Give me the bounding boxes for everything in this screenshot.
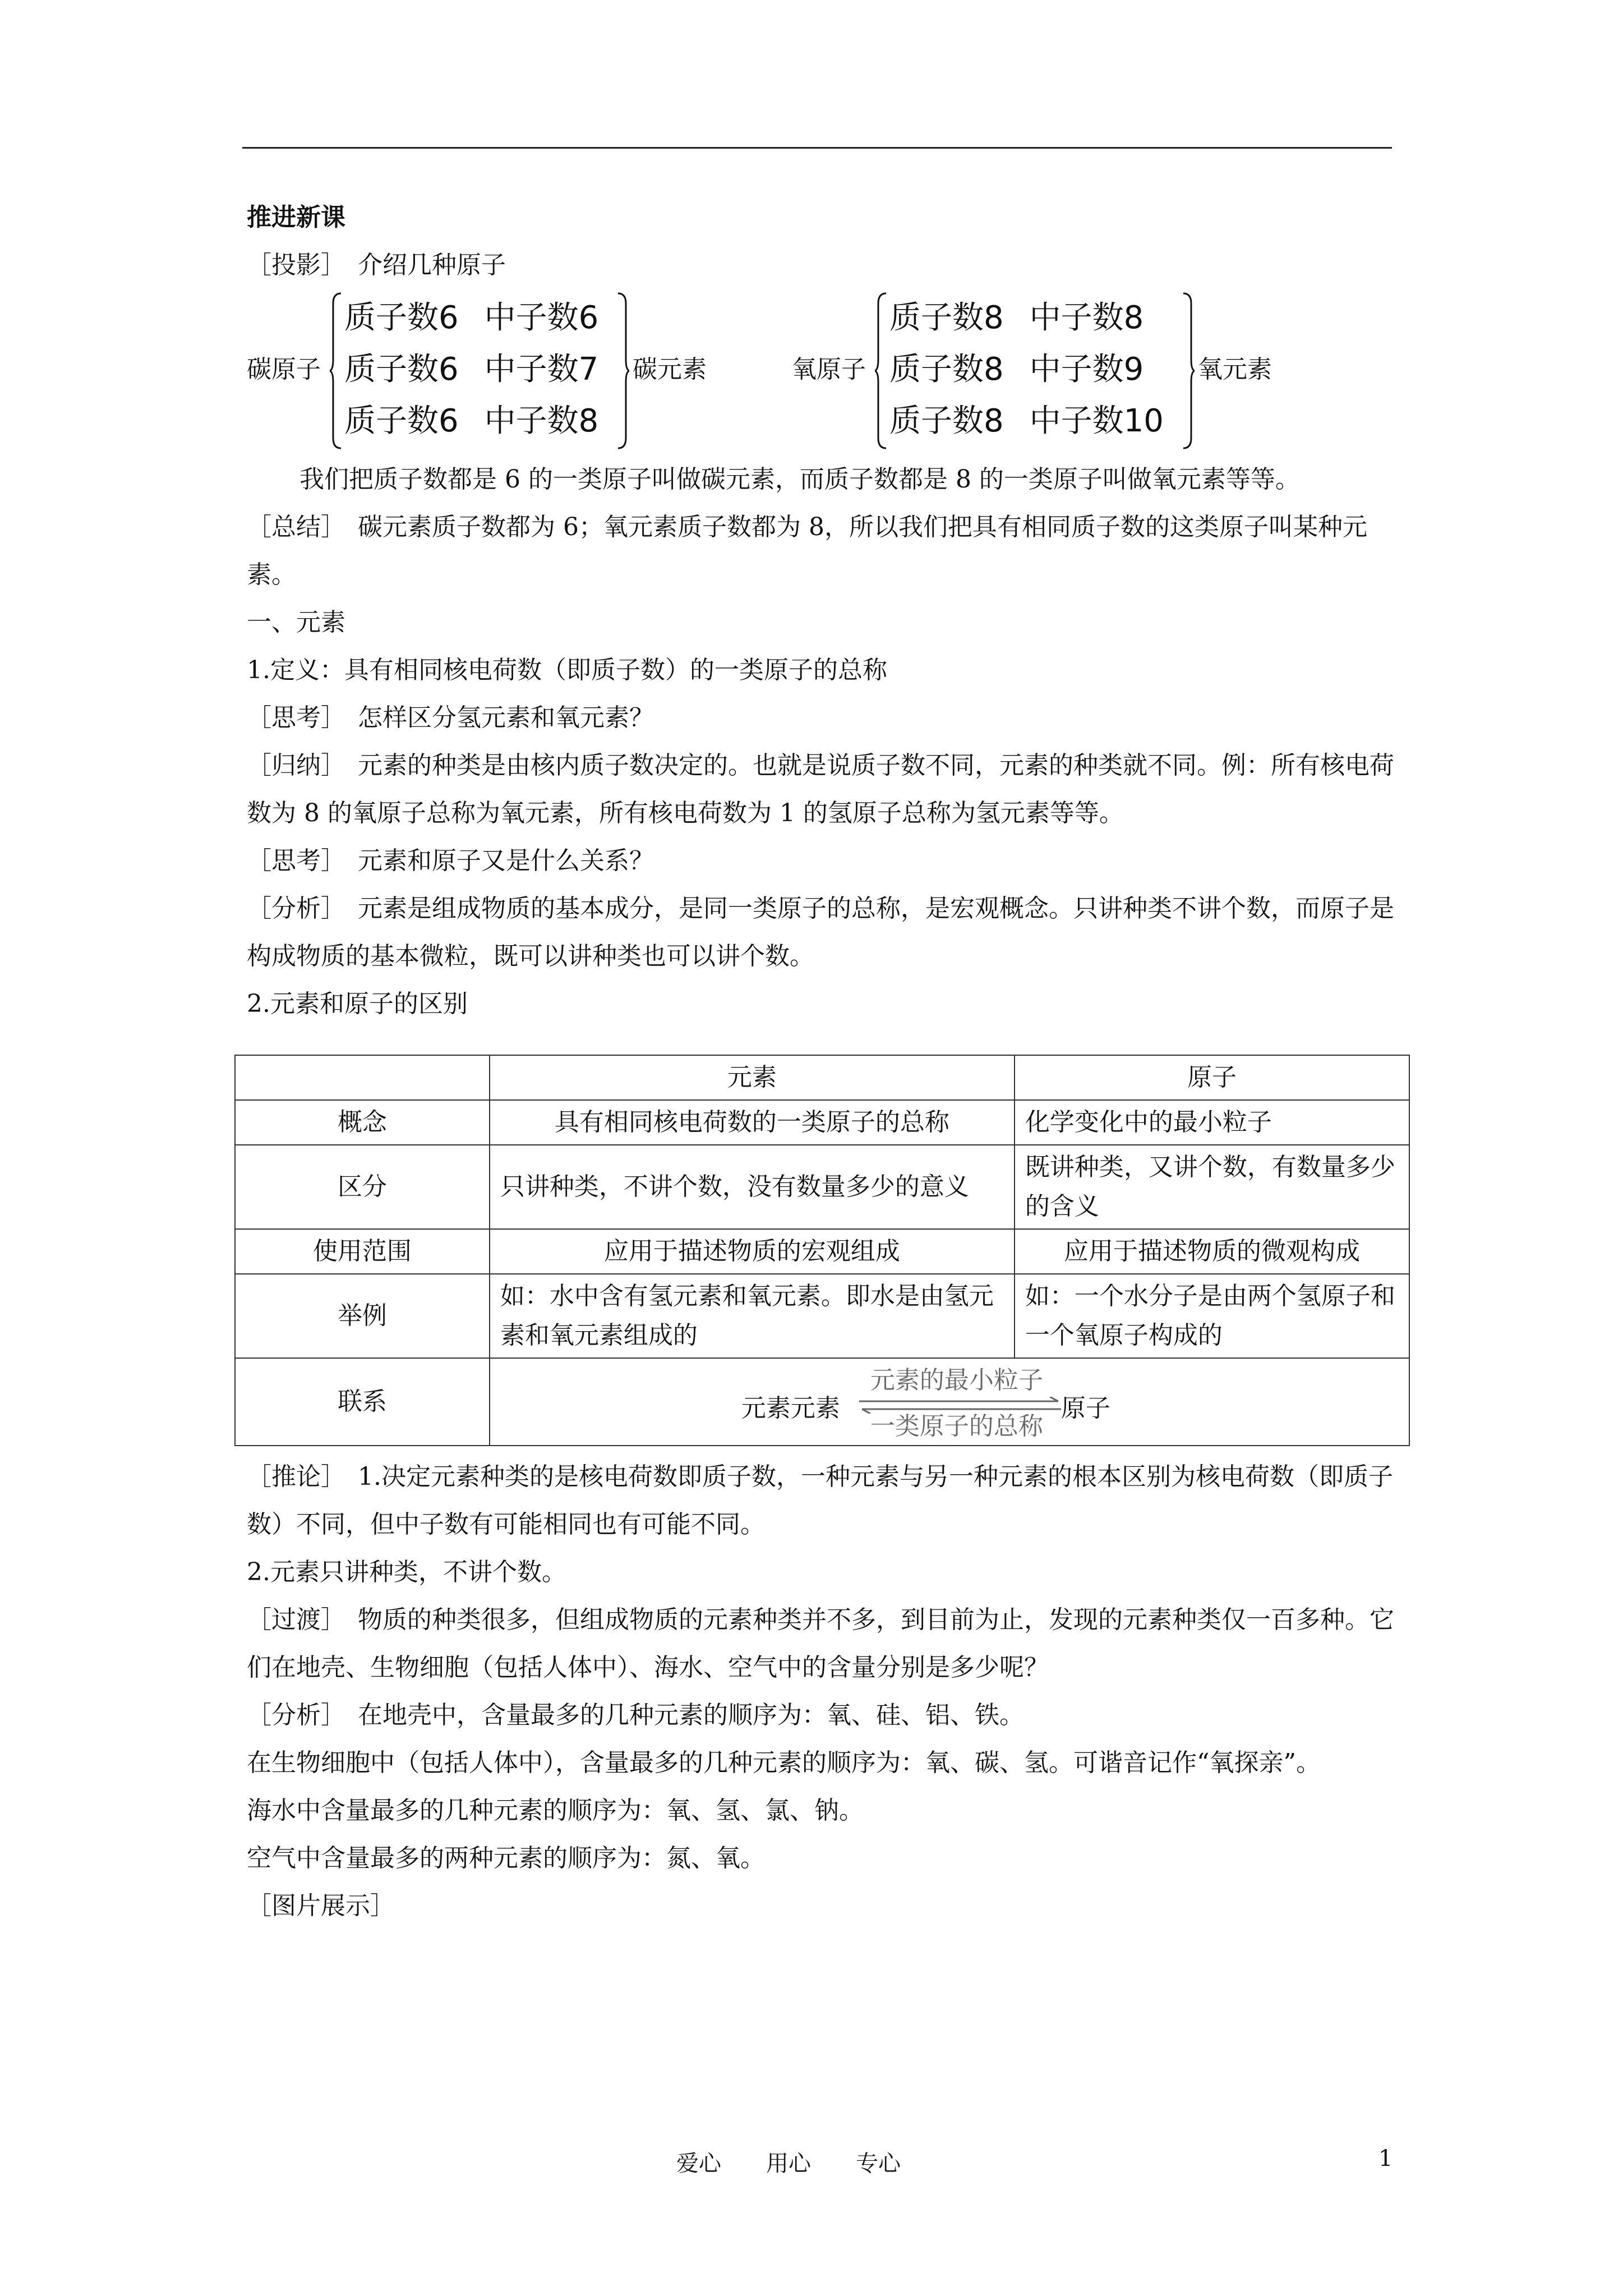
oxygen-rows	[889, 292, 1164, 447]
table-row	[235, 1100, 1409, 1145]
table-cell: 只讲种类，不讲个数，没有数量多少的意义	[490, 1145, 1015, 1229]
relation-left-label: 元素元素	[741, 1394, 840, 1423]
comparison-table	[234, 1055, 1410, 1446]
table-cell: 如：一个水分子是由两个氢原子和一个氧原子构成的	[1015, 1274, 1409, 1358]
oxygen-atom-label: 氧原子	[792, 355, 866, 384]
oxygen-element-label: 氧元素	[1198, 355, 1272, 384]
carbon-row: 质子数6 中子数8	[344, 403, 599, 439]
difference-title: 2.元素和原子的区别	[247, 990, 468, 1018]
section-heading: 一、元素	[247, 608, 345, 637]
table-row-label: 举例	[235, 1274, 490, 1358]
oxygen-row: 质子数8 中子数8	[889, 300, 1144, 336]
after-table-content	[247, 1453, 1402, 1930]
air-line: 空气中含量最多的两种元素的顺序为：氮、氧。	[247, 1844, 765, 1872]
table-row	[235, 1229, 1409, 1274]
table-cell: 应用于描述物质的宏观组成	[490, 1229, 1015, 1274]
paragraph: 我们把质子数都是 6 的一类原子叫做碳元素，而质子数都是 8 的一类原子叫做氧元素等等。	[299, 465, 1300, 494]
oxygen-left-brace	[875, 292, 887, 449]
table-cell: 化学变化中的最小粒子	[1015, 1100, 1409, 1145]
table-header-cell	[235, 1055, 490, 1100]
table-row-label: 联系	[235, 1358, 490, 1446]
carbon-right-brace	[617, 292, 629, 449]
carbon-left-brace	[330, 292, 342, 449]
table-cell: 应用于描述物质的微观构成	[1015, 1229, 1409, 1274]
relation-diagram	[500, 1361, 1399, 1443]
carbon-atom-label: 碳原子	[247, 355, 321, 384]
picture-label: ［图片展示］	[247, 1892, 395, 1920]
table-row	[235, 1274, 1409, 1358]
table-cell: 如：水中含有氢元素和氧元素。即水是由氢元素和氧元素组成的	[490, 1274, 1015, 1358]
analysis-line: ［分析］ 在地壳中，含量最多的几种元素的顺序为：氧、硅、铝、铁。	[247, 1701, 1024, 1729]
summary-paragraph: ［总结］ 碳元素质子数都为 6；氧元素质子数都为 8，所以我们把具有相同质子数的这类原子叫某种元素。	[247, 513, 1367, 589]
projection-line: ［投影］ 介绍几种原子	[247, 251, 506, 279]
carbon-row: 质子数6 中子数6	[344, 300, 599, 336]
carbon-element-label: 碳元素	[633, 355, 707, 384]
relation-cell	[490, 1358, 1409, 1446]
definition-line: 1.定义：具有相同核电荷数（即质子数）的一类原子的总称	[247, 656, 887, 684]
table-row-label: 区分	[235, 1145, 490, 1229]
oxygen-right-brace	[1182, 292, 1195, 449]
table-cell: 既讲种类，又讲个数，有数量多少的含义	[1015, 1145, 1409, 1229]
header-rule	[242, 147, 1392, 149]
page-number: 1	[1378, 2146, 1393, 2171]
relation-top-label: 元素的最小粒子	[870, 1366, 1043, 1395]
analysis-paragraph: ［分析］ 元素是组成物质的基本成分，是同一类原子的总称，是宏观概念。只讲种类不讲个数，而原子是构成物质的基本微粒，既可以讲种类也可以讲个数。	[247, 894, 1394, 970]
inference-paragraph: ［推论］ 1.决定元素种类的是核电荷数即质子数，一种元素与另一种元素的根本区别为核电荷数（即质子数）不同，但中子数有可能相同也有可能不同。	[247, 1462, 1393, 1539]
table-cell: 具有相同核电荷数的一类原子的总称	[490, 1100, 1015, 1145]
table-row	[235, 1145, 1409, 1229]
table-row-label: 概念	[235, 1100, 490, 1145]
footer-motto: 爱心 用心 专心	[676, 2151, 901, 2177]
carbon-rows	[344, 292, 598, 447]
section-title: 推进新课	[247, 203, 345, 232]
main-content	[247, 194, 1402, 1028]
induce-paragraph: ［归纳］ 元素的种类是由核内质子数决定的。也就是说质子数不同，元素的种类就不同。例：所有核电荷数为 8 的氧原子总称为氧元素，所有核电荷数为 1 的氢原子总称为氢元素等等。	[247, 751, 1394, 827]
table-row	[235, 1358, 1409, 1446]
table-row-label: 使用范围	[235, 1229, 490, 1274]
relation-bottom-label: 一类原子的总称	[870, 1412, 1043, 1441]
inference-line: 2.元素只讲种类，不讲个数。	[247, 1558, 566, 1586]
table-header-cell: 原子	[1015, 1055, 1409, 1100]
cells-paragraph: 在生物细胞中（包括人体中），含量最多的几种元素的顺序为：氧、碳、氢。可谐音记作“氧探亲”。	[247, 1749, 1321, 1777]
think-line: ［思考］ 怎样区分氢元素和氧元素？	[247, 703, 654, 732]
table-header-cell: 元素	[490, 1055, 1015, 1100]
relation-right-label: 原子	[1061, 1394, 1110, 1423]
oxygen-row: 质子数8 中子数10	[889, 403, 1164, 439]
think-line: ［思考］ 元素和原子又是什么关系？	[247, 846, 654, 875]
carbon-row: 质子数6 中子数7	[344, 351, 599, 388]
table-header-row	[235, 1055, 1409, 1100]
sea-line: 海水中含量最多的几种元素的顺序为：氧、氢、氯、钠。	[247, 1796, 864, 1825]
transition-paragraph: ［过渡］ 物质的种类很多，但组成物质的元素种类并不多，到目前为止，发现的元素种类仅一百多种。它们在地壳、生物细胞（包括人体中）、海水、空气中的含量分别是多少呢？	[247, 1605, 1394, 1682]
oxygen-row: 质子数8 中子数9	[889, 351, 1144, 388]
atom-diagram	[247, 292, 1402, 452]
